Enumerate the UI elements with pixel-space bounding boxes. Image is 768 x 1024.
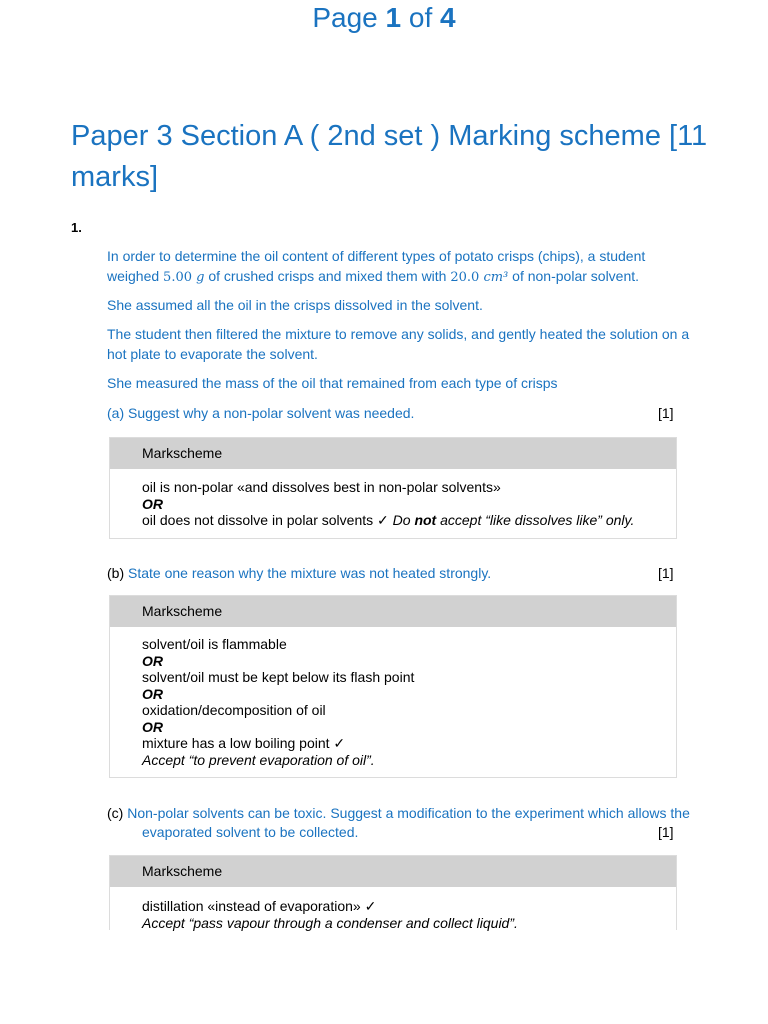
mass-value: 5.00 g — [163, 269, 205, 285]
intro-paragraph-2: She assumed all the oil in the crisps dissolved in the solvent. — [107, 297, 483, 313]
intro-paragraph-1 — [107, 247, 697, 287]
part-b-marks: [1] — [658, 565, 674, 581]
intro-text-1a: In order to determine the oil content of different types of potato crisps (chips), a student weighed — [107, 248, 646, 284]
ms-b-or-3: OR — [142, 718, 163, 735]
markscheme-c-body — [110, 889, 676, 939]
current-page-number: 1 — [385, 2, 402, 33]
question-number: 1. — [71, 220, 82, 235]
part-c-marks: [1] — [658, 824, 674, 840]
part-b-text: State one reason why the mixture was not heated strongly. — [128, 565, 492, 581]
ms-c-note: Accept “pass vapour through a condenser and collect liquid”. — [142, 914, 518, 931]
ms-b-line-1: solvent/oil is flammable — [142, 636, 287, 652]
part-b-question — [107, 564, 491, 583]
ms-b-or-1: OR — [142, 652, 163, 669]
part-b-label: (b) — [107, 565, 125, 581]
ms-a-or: OR — [142, 495, 163, 512]
part-a-marks: [1] — [658, 405, 674, 421]
page-title: Paper 3 Section A ( 2nd set ) Marking scheme [11 marks] — [71, 120, 708, 193]
part-c-question — [107, 804, 697, 823]
markscheme-c — [109, 855, 677, 930]
total-pages-number: 4 — [440, 2, 456, 33]
part-a-text: Suggest why a non-polar solvent was needed. — [128, 405, 415, 421]
page-label: Page — [312, 2, 378, 33]
ms-a-line-1: oil is non-polar «and dissolves best in non-polar solvents» — [142, 479, 501, 495]
intro-text-1c: of non-polar solvent. — [512, 267, 640, 284]
part-a-question — [107, 404, 414, 423]
markscheme-a — [109, 437, 677, 539]
intro-text-1b: of crushed crisps and mixed them with — [208, 267, 447, 284]
volume-value: 20.0 cm³ — [450, 269, 509, 285]
ms-b-or-2: OR — [142, 685, 163, 702]
ms-b-line-4: mixture has a low boiling point ✓ — [142, 735, 346, 751]
markscheme-c-header: Markscheme — [110, 856, 676, 889]
page-of-label: of — [408, 2, 433, 33]
intro-paragraph-3: The student then filtered the mixture to remove any solids, and gently heated the solution on a hot plate to evaporate the solvent. — [107, 326, 690, 362]
part-a-label: (a) — [107, 405, 125, 421]
part-c-text-2: evaporated solvent to be collected. — [142, 824, 359, 840]
page-indicator — [0, 2, 768, 34]
markscheme-b-body — [110, 629, 676, 776]
ms-c-line-1: distillation «instead of evaporation» ✓ — [142, 898, 377, 914]
markscheme-a-body — [110, 471, 676, 537]
part-c-text-1: Non-polar solvents can be toxic. Suggest a modification to the experiment which allows the — [127, 805, 690, 821]
markscheme-b-header: Markscheme — [110, 596, 676, 629]
markscheme-a-header: Markscheme — [110, 438, 676, 471]
ms-b-note: Accept “to prevent evaporation of oil”. — [142, 751, 375, 768]
ms-b-line-2: solvent/oil must be kept below its flash point — [142, 669, 415, 685]
part-c-label: (c) — [107, 805, 124, 821]
ms-b-line-3: oxidation/decomposition of oil — [142, 702, 326, 718]
intro-paragraph-4: She measured the mass of the oil that remained from each type of crisps — [107, 375, 558, 391]
markscheme-b — [109, 595, 677, 778]
ms-a-line-2: oil does not dissolve in polar solvents ✓ Do not accept “like dissolves like” only. — [142, 512, 635, 528]
